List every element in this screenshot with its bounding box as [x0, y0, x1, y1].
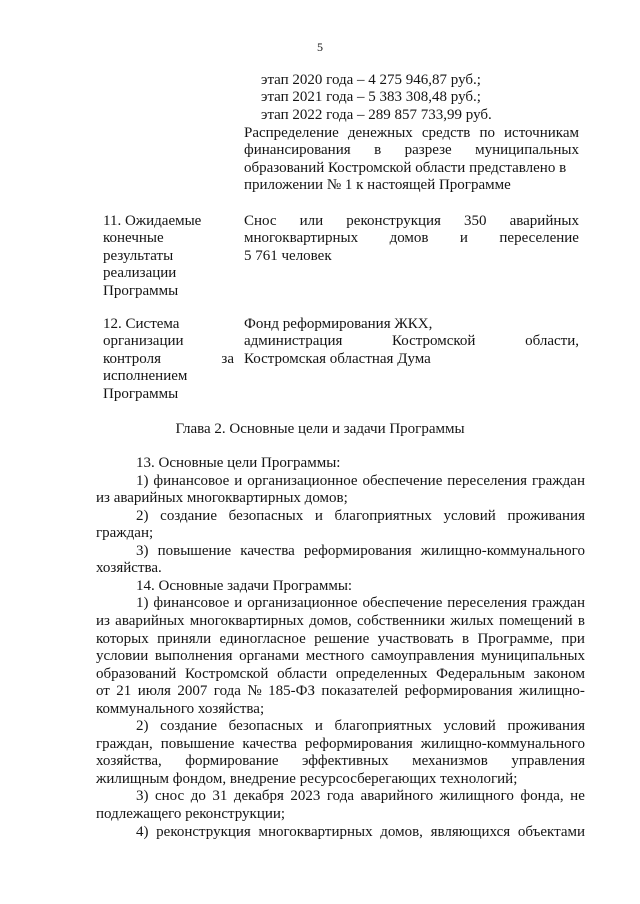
word: механизмов — [412, 753, 488, 770]
word: 3) — [136, 542, 149, 559]
word: Снос — [244, 213, 277, 229]
word: проживания — [507, 507, 585, 524]
word: года — [326, 788, 355, 805]
word: условий — [443, 507, 496, 524]
body-line — [136, 718, 585, 735]
word: муниципальных — [475, 142, 579, 159]
word: законом — [533, 665, 585, 682]
finance-stage: этап 2020 года – 4 275 946,87 руб.; — [261, 72, 481, 88]
word: приложении № 1 к настоящей Программе — [244, 177, 511, 194]
row-label: результаты — [103, 247, 174, 264]
word: декабря — [233, 788, 284, 805]
word: помещений — [498, 612, 573, 629]
word: качества — [242, 735, 297, 752]
word: показателей — [321, 683, 399, 700]
word: 2007 — [177, 683, 208, 700]
word: фонда, — [520, 788, 564, 805]
word: реконструкция — [346, 213, 441, 229]
word: участвовать — [377, 630, 454, 647]
page-number: 5 — [317, 40, 323, 54]
finance-stage: этап 2021 года – 5 383 308,48 руб.; — [261, 89, 481, 106]
word: домов — [389, 230, 429, 247]
word: области — [277, 665, 328, 682]
word: являющихся — [430, 823, 511, 840]
word: жилищно- — [518, 683, 585, 700]
word: домов, — [380, 823, 423, 840]
row-label: организации — [103, 333, 184, 350]
body-line: жилищным фондом, внедрение ресурсосберегающих технологий; — [96, 770, 518, 787]
word: 185-ФЗ — [268, 683, 315, 700]
body-line — [136, 508, 585, 525]
body-line — [136, 824, 585, 841]
body-line — [96, 648, 585, 665]
word: и — [234, 595, 243, 612]
word: объектами — [517, 823, 585, 840]
word: безопасных — [228, 718, 304, 735]
word: реформирования — [304, 735, 413, 752]
word: снос — [155, 788, 185, 805]
body-line — [136, 473, 585, 490]
finance-stage: этап 2022 года – 289 857 733,99 руб. — [261, 106, 492, 123]
word: самоуправления — [370, 648, 475, 665]
body-line: подлежащего реконструкции; — [96, 806, 286, 822]
word: 2023 — [290, 788, 321, 805]
body-line: граждан; — [96, 525, 154, 542]
body-line: из аварийных многоквартирных домов; — [96, 490, 348, 507]
row-label — [103, 351, 234, 368]
word: Программе, — [477, 630, 553, 647]
word: источникам — [504, 125, 579, 141]
word: местного — [305, 648, 365, 665]
word: создание — [160, 718, 217, 735]
word: области, — [525, 333, 579, 350]
word: жилищно-коммунального — [420, 735, 585, 752]
word: собственники — [357, 612, 446, 629]
body-line: коммунального хозяйства; — [96, 700, 265, 717]
body-line — [136, 595, 585, 612]
word: муниципальных — [481, 648, 585, 665]
word: до — [190, 788, 206, 805]
body-line — [136, 788, 585, 805]
body-line — [96, 613, 585, 630]
row-label: реализации — [103, 265, 177, 282]
word: многоквартирных — [189, 612, 304, 629]
word: реформирования — [404, 683, 513, 700]
word: Фонд реформирования ЖКХ, — [244, 316, 433, 332]
chapter-title: Глава 2. Основные цели и задачи Программы — [175, 421, 465, 437]
word: 1) — [136, 472, 149, 489]
finance-line — [244, 160, 566, 177]
word: по — [479, 125, 495, 141]
word: условий — [443, 718, 496, 735]
word: в — [461, 630, 470, 647]
body-line — [96, 753, 585, 770]
word: 4) — [136, 823, 149, 840]
row-value — [244, 213, 579, 230]
finance-line — [244, 177, 511, 194]
word: 1) — [136, 595, 149, 612]
word: которых — [96, 630, 149, 647]
word: и — [234, 472, 243, 489]
word: 31 — [212, 788, 228, 805]
word: из — [96, 612, 110, 629]
word: определенных — [335, 665, 428, 682]
word: при — [561, 630, 585, 647]
row-value — [244, 230, 579, 247]
word: и — [314, 507, 323, 524]
word: благоприятных — [334, 507, 432, 524]
word: переселение — [499, 230, 579, 247]
word: июля — [137, 683, 171, 700]
word: переселения — [447, 595, 528, 612]
word: контроля — [103, 350, 161, 367]
word: повышение — [160, 735, 235, 752]
row-label: Программы — [103, 385, 179, 402]
word: Федеральным — [436, 665, 525, 682]
row-value — [244, 248, 332, 265]
word: хозяйства, — [96, 753, 162, 770]
word: жилищно-коммунального — [420, 542, 585, 559]
word: переселения — [447, 472, 528, 489]
word: финансирования — [244, 142, 351, 159]
word: органами — [239, 648, 300, 665]
word: аварийного — [360, 788, 434, 805]
word: от — [96, 683, 110, 700]
word: разрезе — [404, 142, 452, 159]
word: образований — [96, 665, 177, 682]
body-line — [136, 543, 585, 560]
word: многоквартирных — [244, 230, 359, 247]
row-value — [244, 316, 432, 333]
word: граждан — [531, 472, 585, 489]
word: аварийных — [509, 213, 579, 229]
row-label: исполнением — [103, 368, 188, 385]
row-label: конечные — [103, 230, 164, 247]
body-line: 14. Основные задачи Программы: — [136, 577, 353, 594]
word: безопасных — [228, 507, 304, 524]
word: выполнения — [154, 648, 233, 665]
word: года — [213, 683, 241, 700]
body-line — [96, 666, 585, 683]
body-line: 13. Основные цели Программы: — [136, 455, 341, 471]
word: реконструкция — [156, 823, 251, 840]
word: приняли — [157, 630, 212, 647]
word: в — [374, 142, 382, 159]
word: 5 761 человек — [244, 247, 332, 264]
word: обеспечение — [362, 472, 443, 489]
word: условии — [96, 648, 149, 665]
word: 3) — [136, 788, 149, 805]
row-value — [244, 351, 431, 368]
row-value — [244, 333, 579, 350]
finance-line — [244, 125, 579, 142]
word: повышение — [157, 542, 232, 559]
body-line — [96, 631, 585, 648]
word: домов, — [309, 612, 352, 629]
word: образований Костромской области представлено в — [244, 159, 567, 176]
word: обеспечение — [362, 595, 443, 612]
word: аварийных — [115, 612, 185, 629]
word: проживания — [507, 718, 585, 735]
word: единогласное — [219, 630, 306, 647]
word: качества — [240, 542, 295, 559]
word: администрация — [244, 333, 343, 350]
word: денежных — [347, 125, 413, 141]
word: многоквартирных — [258, 823, 373, 840]
word: 2) — [136, 507, 149, 524]
word: граждан — [531, 595, 585, 612]
word: граждан, — [96, 735, 153, 752]
body-line: хозяйства. — [96, 560, 162, 577]
word: 350 — [464, 213, 487, 229]
word: и — [314, 718, 323, 735]
row-label: Программы — [103, 282, 179, 299]
word: создание — [160, 507, 217, 524]
word: реформирования — [303, 542, 412, 559]
word: средств — [421, 125, 471, 141]
word: жилищного — [439, 788, 514, 805]
word: организационное — [247, 472, 358, 489]
word: формирование — [185, 753, 279, 770]
word: 21 — [116, 683, 132, 700]
word: и — [459, 230, 468, 247]
body-line — [96, 736, 585, 753]
body-line — [96, 683, 585, 700]
row-label: 11. Ожидаемые — [103, 213, 202, 229]
word: Распределение — [244, 125, 339, 141]
word: в — [577, 612, 585, 629]
word: 2) — [136, 718, 149, 735]
word: за — [221, 350, 234, 367]
word: Костромская областная Дума — [244, 350, 431, 367]
word: не — [570, 788, 585, 805]
row-label: 12. Система — [103, 316, 180, 332]
word: управления — [511, 753, 585, 770]
word: Костромской — [392, 333, 476, 350]
word: жилых — [450, 612, 494, 629]
word: № — [247, 683, 262, 700]
word: благоприятных — [334, 718, 432, 735]
word: Костромской — [184, 665, 269, 682]
word: эффективных — [301, 753, 389, 770]
word: организационное — [247, 595, 358, 612]
word: финансовое — [153, 595, 230, 612]
word: или — [299, 213, 324, 229]
word: финансовое — [153, 472, 230, 489]
word: решение — [314, 630, 370, 647]
finance-line — [244, 142, 579, 159]
